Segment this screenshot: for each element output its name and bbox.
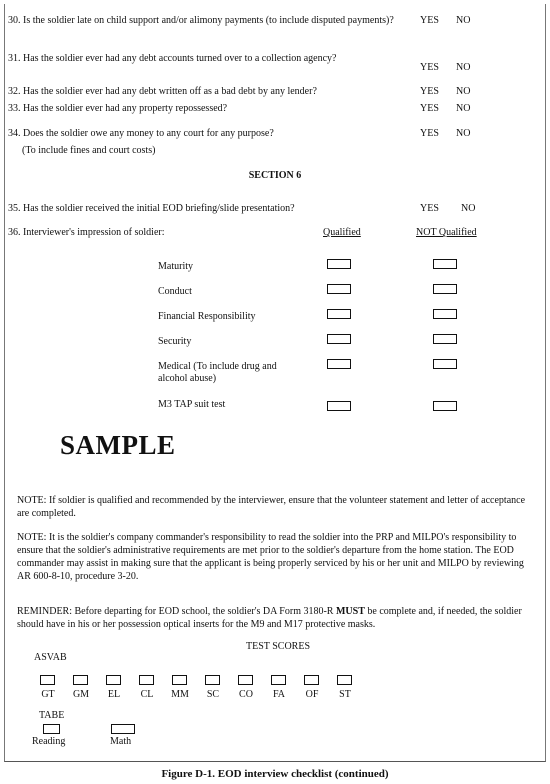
q34-no-option[interactable]: NO — [456, 128, 471, 139]
cl-score-box[interactable] — [139, 675, 154, 685]
math-label: Math — [110, 736, 132, 747]
el-score-box[interactable] — [106, 675, 121, 685]
q31-no-option[interactable]: NO — [456, 62, 471, 73]
gt-score-box[interactable] — [40, 675, 55, 685]
co-score-box[interactable] — [238, 675, 253, 685]
question-31: 31. Has the soldier ever had any debt accounts turned over to a collection agency? — [8, 53, 337, 64]
tabe-label: TABE — [39, 710, 65, 721]
conduct-qualified-checkbox[interactable] — [327, 284, 351, 294]
note-qualified: NOTE: If soldier is qualified and recommended by the interviewer, ensure that the volunteer statement and letter of acceptance are completed. — [17, 495, 526, 519]
q32-no-option[interactable]: NO — [456, 86, 471, 97]
q31-yes-option[interactable]: YES — [420, 62, 439, 73]
question-32: 32. Has the soldier ever had any debt written off as a bad debt by any lender? — [8, 86, 317, 97]
co-label: CO — [239, 689, 253, 700]
of-score-box[interactable] — [304, 675, 319, 685]
st-score-box[interactable] — [337, 675, 352, 685]
fa-label: FA — [272, 689, 286, 700]
question-34-note: (To include fines and court costs) — [22, 145, 156, 156]
financial-qualified-checkbox[interactable] — [327, 309, 351, 319]
reading-score-box[interactable] — [43, 724, 60, 734]
impression-conduct: Conduct — [158, 286, 192, 297]
impression-maturity: Maturity — [158, 261, 193, 272]
m3-tap-qualified-checkbox[interactable] — [327, 401, 351, 411]
fa-score-box[interactable] — [271, 675, 286, 685]
q35-no-option[interactable]: NO — [461, 203, 476, 214]
conduct-not-qualified-checkbox[interactable] — [433, 284, 457, 294]
q30-yes-option[interactable]: YES — [420, 15, 439, 26]
medical-qualified-checkbox[interactable] — [327, 359, 351, 369]
impression-m3-tap: M3 TAP suit test — [158, 399, 226, 410]
impression-security: Security — [158, 336, 192, 347]
question-35: 35. Has the soldier received the initial EOD briefing/slide presentation? — [8, 203, 295, 214]
sc-score-box[interactable] — [205, 675, 220, 685]
reading-label: Reading — [32, 736, 66, 747]
q32-yes-option[interactable]: YES — [420, 86, 439, 97]
impression-medical: Medical (To include drug and alcohol abuse) — [158, 361, 277, 384]
note-responsibility: NOTE: It is the soldier's company commander's responsibility to read the soldier into the PRP and MILPO's responsibility to ensure that the soldier's administrative requirements are met prior to the soldier's departure from the home station. The EOD commander may assist in making sure that the applicant is being properly serviced by his or her unit and MILPO by reviewing AR 600-8-10, procedure 3-20. — [17, 532, 524, 582]
maturity-qualified-checkbox[interactable] — [327, 259, 351, 269]
security-not-qualified-checkbox[interactable] — [433, 334, 457, 344]
el-label: EL — [107, 689, 121, 700]
m3-tap-not-qualified-checkbox[interactable] — [433, 401, 457, 411]
q33-no-option[interactable]: NO — [456, 103, 471, 114]
reminder-note: REMINDER: Before departing for EOD school, the soldier's DA Form 3180-R MUST be complete and, if needed, the soldier should have in his or her possession optical inserts for the M9 and M17 protective masks. — [17, 606, 522, 630]
cl-label: CL — [140, 689, 154, 700]
figure-caption: Figure D-1. EOD interview checklist (continued) — [161, 768, 389, 780]
gm-label: GM — [72, 689, 90, 700]
sc-label: SC — [206, 689, 220, 700]
question-33: 33. Has the soldier ever had any property repossessed? — [8, 103, 228, 114]
security-qualified-checkbox[interactable] — [327, 334, 351, 344]
q35-yes-option[interactable]: YES — [420, 203, 439, 214]
question-36: 36. Interviewer's impression of soldier: — [8, 227, 165, 238]
test-scores-title: TEST SCORES — [246, 641, 310, 652]
medical-not-qualified-checkbox[interactable] — [433, 359, 457, 369]
q33-yes-option[interactable]: YES — [420, 103, 439, 114]
financial-not-qualified-checkbox[interactable] — [433, 309, 457, 319]
maturity-not-qualified-checkbox[interactable] — [433, 259, 457, 269]
gm-score-box[interactable] — [73, 675, 88, 685]
gt-label: GT — [41, 689, 55, 700]
mm-score-box[interactable] — [172, 675, 187, 685]
sample-watermark: SAMPLE — [60, 430, 176, 460]
question-30: 30. Is the soldier late on child support and/or alimony payments (to include disputed payments)? — [8, 15, 394, 26]
q30-no-option[interactable]: NO — [456, 15, 471, 26]
asvab-label: ASVAB — [34, 652, 67, 663]
st-label: ST — [339, 689, 351, 700]
of-label: OF — [305, 689, 319, 700]
q34-yes-option[interactable]: YES — [420, 128, 439, 139]
question-34: 34. Does the soldier owe any money to any court for any purpose? — [8, 128, 274, 139]
section-title: SECTION 6 — [248, 170, 302, 181]
not-qualified-header: NOT Qualified — [416, 227, 477, 238]
impression-financial: Financial Responsibility — [158, 311, 256, 322]
mm-label: MM — [171, 689, 189, 700]
math-score-box[interactable] — [111, 724, 135, 734]
qualified-header: Qualified — [323, 227, 361, 238]
